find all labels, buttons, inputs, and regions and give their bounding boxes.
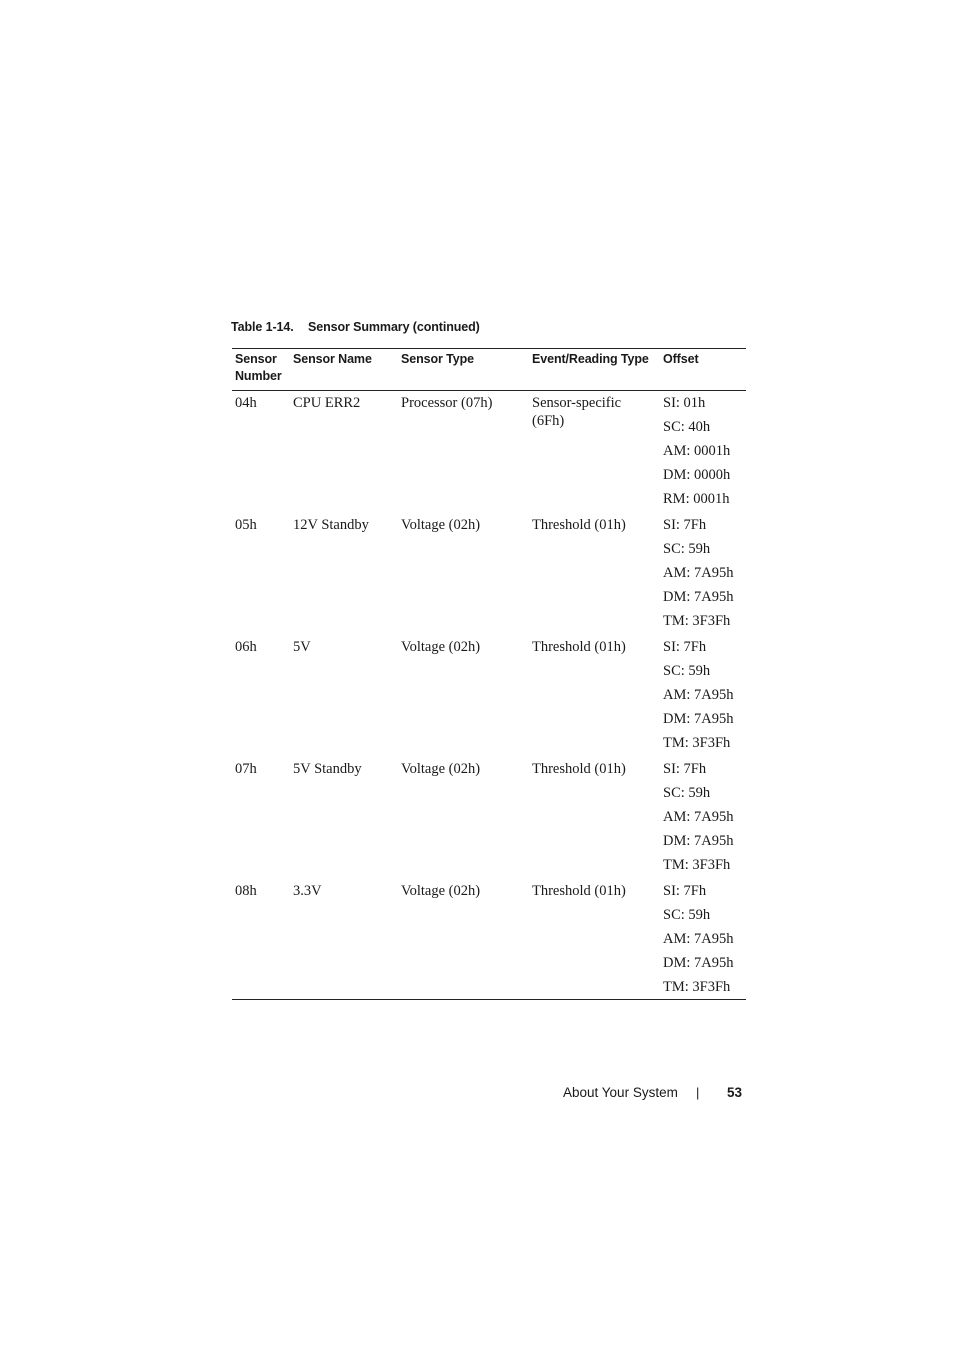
offset-value: RM: 0001h: [663, 491, 730, 507]
sensor-type-cell: Voltage (02h): [401, 883, 481, 899]
sensor-number-cell: 06h: [235, 639, 257, 655]
offset-value: AM: 7A95h: [663, 809, 734, 825]
table-number: Table 1-14.: [231, 320, 294, 334]
offset-cell: [663, 760, 734, 880]
offset-value: TM: 3F3Fh: [663, 857, 731, 873]
event-reading-type-cell: [532, 638, 637, 656]
header-sensor-number: [235, 351, 282, 385]
header-sensor-type: Sensor Type: [401, 352, 474, 366]
offset-value: AM: 7A95h: [663, 565, 734, 581]
sensor-number-cell: 07h: [235, 761, 257, 777]
offset-value: AM: 7A95h: [663, 687, 734, 703]
offset-value: DM: 7A95h: [663, 833, 734, 849]
footer-separator: |: [696, 1085, 700, 1100]
event-reading-type-line: Threshold (01h): [532, 639, 626, 655]
header-sensor-name: Sensor Name: [293, 352, 372, 366]
table-row: [232, 760, 746, 882]
sensor-name-cell: 5V Standby: [293, 761, 362, 777]
offset-value: DM: 7A95h: [663, 955, 734, 971]
offset-value: TM: 3F3Fh: [663, 735, 731, 751]
event-reading-type-line: (6Fh): [532, 413, 565, 429]
header-offset: Offset: [663, 352, 699, 366]
offset-value: SI: 7Fh: [663, 761, 707, 777]
table-row: [232, 882, 746, 1004]
offset-value: AM: 0001h: [663, 443, 731, 459]
table-title: Sensor Summary (continued): [308, 320, 480, 334]
sensor-number-cell: 08h: [235, 883, 257, 899]
event-reading-type-cell: [532, 394, 637, 430]
offset-value: SC: 59h: [663, 663, 711, 679]
offset-value: SI: 7Fh: [663, 517, 707, 533]
offset-value: SI: 7Fh: [663, 639, 707, 655]
footer-section-title: About Your System: [563, 1085, 678, 1100]
offset-value: DM: 7A95h: [663, 589, 734, 605]
event-reading-type-cell: [532, 882, 637, 900]
offset-value: SC: 59h: [663, 541, 711, 557]
table-row: [232, 638, 746, 760]
sensor-name-cell: 12V Standby: [293, 517, 369, 533]
table-row: [232, 394, 746, 516]
offset-value: DM: 7A95h: [663, 711, 734, 727]
table-caption: [231, 320, 480, 334]
sensor-number-cell: 05h: [235, 517, 257, 533]
header-event-reading-type: Event/Reading Type: [532, 352, 649, 366]
offset-cell: [663, 638, 734, 758]
offset-value: SC: 59h: [663, 907, 711, 923]
sensor-name-cell: CPU ERR2: [293, 395, 361, 411]
offset-cell: [663, 516, 734, 636]
sensor-name-cell: 3.3V: [293, 883, 322, 899]
event-reading-type-line: Sensor-specific: [532, 395, 622, 411]
offset-value: DM: 0000h: [663, 467, 731, 483]
event-reading-type-cell: [532, 760, 637, 778]
sensor-type-cell: Processor (07h): [401, 395, 493, 411]
event-reading-type-line: Threshold (01h): [532, 883, 626, 899]
page-number: 53: [727, 1085, 743, 1100]
table-header-rule: [232, 390, 746, 391]
offset-value: SC: 59h: [663, 785, 711, 801]
event-reading-type-line: Threshold (01h): [532, 761, 626, 777]
offset-value: AM: 7A95h: [663, 931, 734, 947]
sensor-type-cell: Voltage (02h): [401, 517, 481, 533]
sensor-name-cell: 5V: [293, 639, 311, 655]
event-reading-type-cell: [532, 516, 637, 534]
offset-value: TM: 3F3Fh: [663, 979, 731, 995]
offset-value: TM: 3F3Fh: [663, 613, 731, 629]
table-bottom-rule: [232, 999, 746, 1000]
event-reading-type-line: Threshold (01h): [532, 517, 626, 533]
table-top-rule: [232, 348, 746, 349]
sensor-type-cell: Voltage (02h): [401, 761, 481, 777]
offset-value: SI: 7Fh: [663, 883, 707, 899]
offset-value: SI: 01h: [663, 395, 706, 411]
offset-value: SC: 40h: [663, 419, 711, 435]
header-sensor-number-line2: Number: [235, 369, 282, 383]
offset-cell: [663, 394, 730, 514]
sensor-type-cell: Voltage (02h): [401, 639, 481, 655]
header-sensor-number-line1: Sensor: [235, 352, 277, 366]
table-row: [232, 516, 746, 638]
sensor-number-cell: 04h: [235, 395, 257, 411]
offset-cell: [663, 882, 734, 1002]
